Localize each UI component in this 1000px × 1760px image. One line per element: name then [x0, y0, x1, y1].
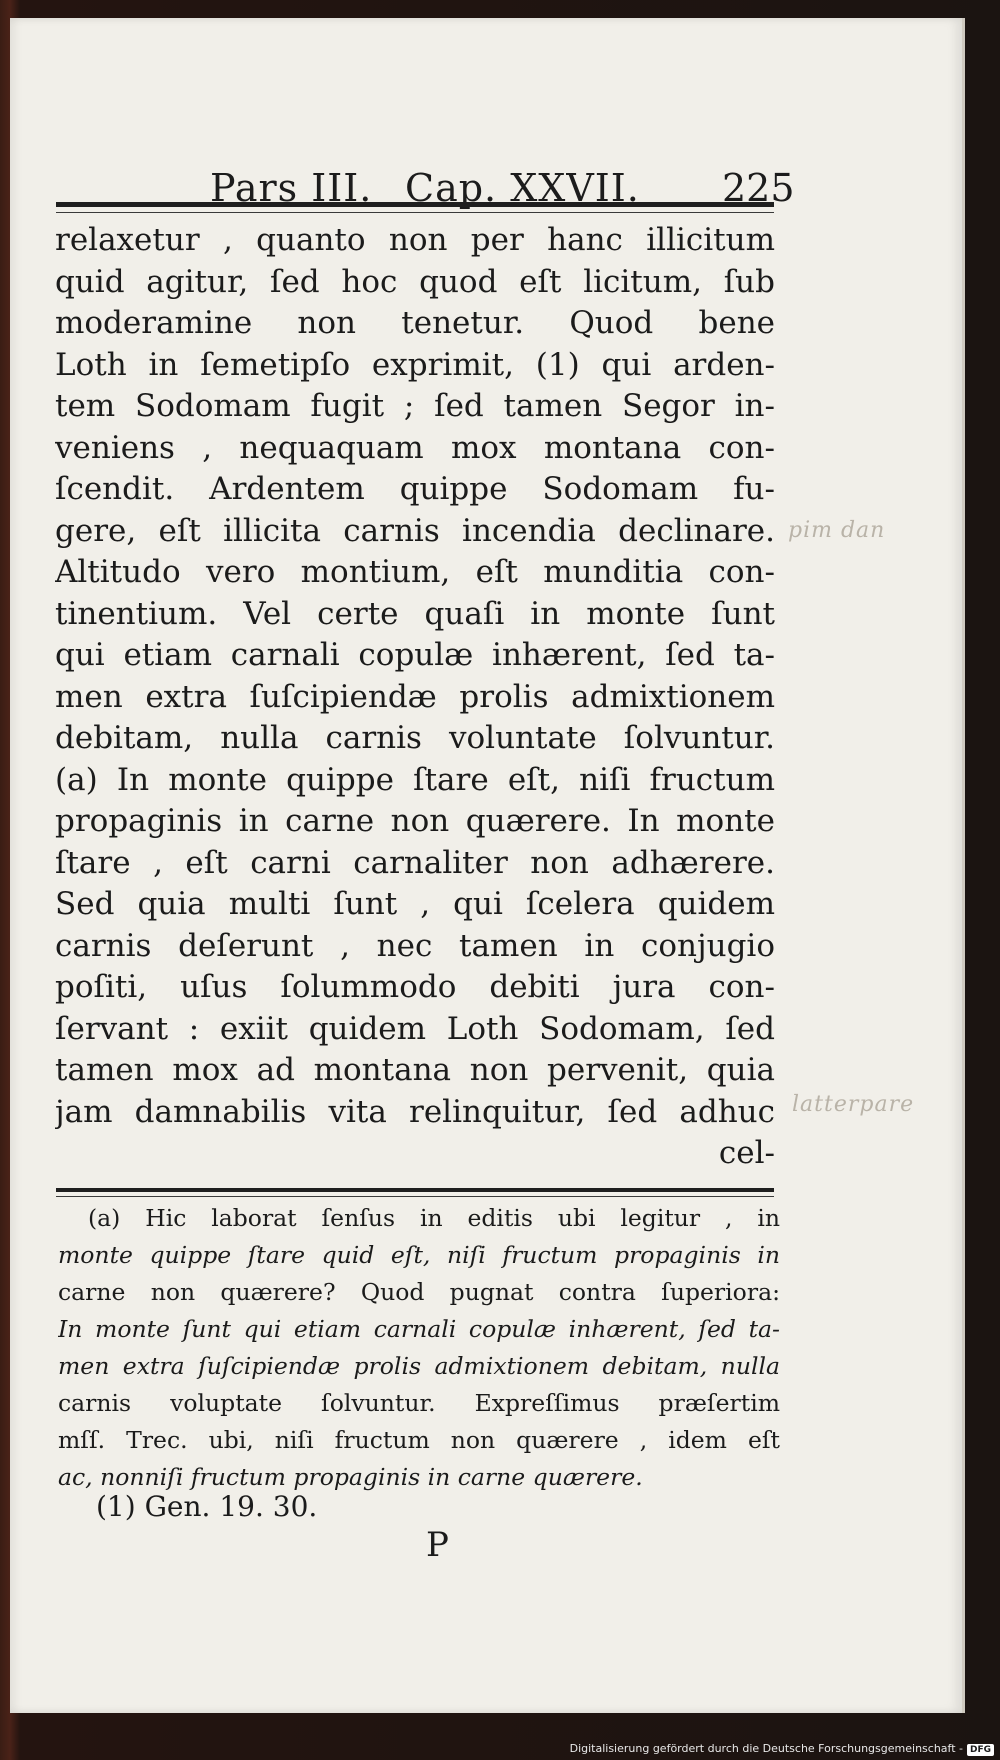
text-line: gere, eſt illicita carnis incendia declinare. [55, 512, 775, 549]
text-line: ſtare , eſt carni carnaliter non adhærere. [55, 844, 775, 881]
margin-annotation: pim dan [788, 518, 886, 543]
footnote-rule [56, 1188, 774, 1192]
footnote-line: men extra ſuſcipiendæ prolis admixtionem debitam, nulla [58, 1352, 780, 1380]
text-line: Loth in ſemetipſo exprimit, (1) qui arden- [55, 346, 775, 383]
text-line: carnis deſerunt , nec tamen in conjugio [55, 927, 775, 964]
signature-mark: P [426, 1525, 449, 1565]
text-line: veniens , nequaquam mox montana con- [55, 429, 775, 466]
text-line: quid agitur, ſed hoc quod eſt licitum, ſub [55, 263, 775, 300]
page-number: 225 [722, 166, 795, 210]
text-line: (a) In monte quippe ſtare eſt, niſi fructum [55, 761, 775, 798]
dfg-logo-icon: DFG [967, 1744, 994, 1756]
header-rule-thin [56, 212, 774, 213]
text-line: qui etiam carnali copulæ inhærent, ſed ta- [55, 637, 775, 673]
header-rule [56, 202, 774, 207]
text-line: debitam, nulla carnis voluntate ſolvuntur. [55, 720, 775, 756]
text-line: ſcendit. Ardentem quippe Sodomam fu- [55, 471, 775, 507]
text-line: ſervant : exiit quidem Loth Sodomam, ſed [55, 1010, 775, 1047]
footnote-line: carne non quærere? Quod pugnat contra ſuperiora: [58, 1278, 780, 1306]
text-line: poſiti, uſus ſolummodo debiti jura con- [55, 969, 775, 1005]
text-line: jam damnabilis vita relinquitur, ſed adhuc [55, 1093, 775, 1130]
footnote-line: (a) Hic laborat ſenſus in editis ubi legitur , in [88, 1204, 780, 1232]
catchword: cel- [718, 1135, 775, 1171]
footnote-line: mſſ. Trec. ubi, niſi fructum non quærere , idem eſt [58, 1426, 780, 1454]
footnote-rule-thin [56, 1196, 774, 1197]
text-line: tem Sodomam fugit ; ſed tamen Segor in- [55, 388, 775, 424]
footnote-line: monte quippe ſtare quid eſt, niſi fructum propaginis in [58, 1241, 780, 1269]
footnote-line: carnis voluptate ſolvuntur. Expreſſimus præſertim [58, 1389, 780, 1417]
text-line: men extra ſuſcipiendæ prolis admixtionem [55, 678, 775, 715]
main-text-block [55, 220, 775, 1175]
footnote-line: In monte ſunt qui etiam carnali copulæ inhærent, ſed ta- [58, 1315, 780, 1343]
footnote-line: ac, nonniſi fructum propaginis in carne quærere. [58, 1463, 643, 1491]
text-line: Sed quia multi ſunt , qui ſcelera quidem [55, 886, 775, 922]
running-head-chapter: Cap. XXVII. [405, 166, 640, 210]
text-line: propaginis in carne non quærere. In monte [55, 803, 775, 839]
text-line: relaxetur , quanto non per hanc illicitum [55, 222, 775, 258]
credit-text: Digitalisierung gefördert durch die Deutsche Forschungsgemeinschaft - [569, 1742, 963, 1755]
digitization-credit [570, 1742, 994, 1756]
text-line: Altitudo vero montium, eſt munditia con- [55, 554, 775, 590]
running-head-part: Pars III. [210, 166, 373, 210]
text-line: moderamine non tenetur. Quod bene [55, 305, 775, 341]
running-head [70, 166, 795, 216]
text-line: tinentium. Vel certe quaſi in monte ſunt [55, 595, 775, 632]
footnote-1: (1) Gen. 19. 30. [96, 1490, 318, 1523]
footnote-a [58, 1200, 780, 1496]
margin-annotation: latterpare [792, 1092, 915, 1117]
text-line: tamen mox ad montana non pervenit, quia [55, 1052, 775, 1088]
